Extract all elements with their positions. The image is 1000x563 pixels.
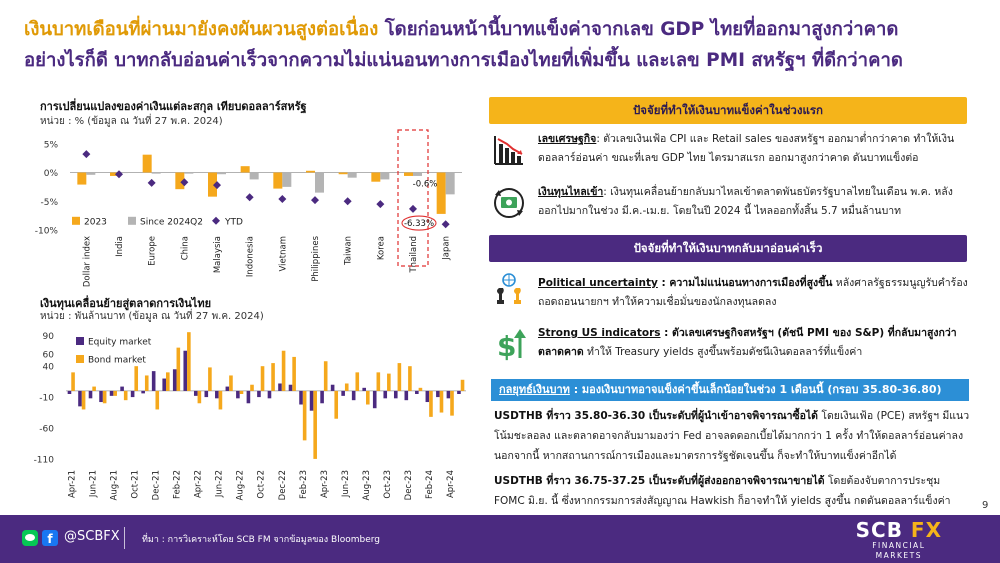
ytd-marker <box>82 150 90 158</box>
y-tick-label: -110 <box>33 455 54 466</box>
svg-text:$: $ <box>497 330 517 362</box>
x-tick-label: Feb-22 <box>172 470 183 499</box>
equity-bar <box>141 391 145 393</box>
legend-label-bond: Bond market <box>88 355 146 366</box>
equity-bar <box>173 369 177 391</box>
bond-bar <box>408 366 412 391</box>
bar-2023 <box>339 173 348 175</box>
bar-since-2024q2 <box>413 173 422 176</box>
bond-bar <box>166 372 170 391</box>
x-tick-label: Jun-21 <box>88 470 99 498</box>
category-label: Japan <box>441 236 452 260</box>
equity-bar <box>268 391 272 398</box>
equity-bar <box>236 391 240 398</box>
legend-label-since-2024q2: Since 2024Q2 <box>140 217 203 228</box>
category-label: Thailand <box>409 236 419 273</box>
ytd-marker <box>115 170 123 178</box>
y-tick-label: -5% <box>40 197 58 208</box>
legend-swatch-equity <box>76 337 84 345</box>
baht-strategy-bar: กลยุทธ์เงินบาท : มองเงินบาทอาจแข็งค่าขึ้นเล็กน้อยในช่วง 1 เดือนนี้ (กรอบ 35.80-36.80) <box>491 379 969 401</box>
equity-bar <box>383 391 387 398</box>
bar-2023 <box>404 173 413 176</box>
bar-since-2024q2 <box>184 173 193 174</box>
category-label: India <box>115 236 125 257</box>
equity-bar <box>415 391 419 394</box>
headline <box>24 14 984 76</box>
equity-bar <box>447 391 451 398</box>
chart1-title: การเปลี่ยนแปลงของค่าเงินแต่ละสกุล เทียบดอลลาร์สหรัฐ <box>40 100 307 113</box>
bar-since-2024q2 <box>282 173 291 187</box>
bond-bar <box>387 374 391 391</box>
x-tick-label: Apr-23 <box>319 470 330 499</box>
thailand-since-q2-label: -0.6% <box>412 179 438 190</box>
ytd-marker <box>246 193 254 201</box>
equity-bar <box>131 391 135 397</box>
legend-label-2023: 2023 <box>84 217 107 228</box>
equity-bar <box>247 391 251 403</box>
legend-swatch-ytd <box>212 217 220 225</box>
bond-bar <box>303 391 307 440</box>
bond-bar <box>113 391 117 396</box>
bar-2023 <box>241 166 250 172</box>
category-label: China <box>180 236 191 261</box>
category-label: Dollar index <box>82 236 93 288</box>
bar-2023 <box>306 171 315 173</box>
bond-bar <box>177 348 181 391</box>
bar-since-2024q2 <box>315 173 324 193</box>
equity-bar <box>183 351 187 391</box>
equity-bar <box>68 391 72 394</box>
equity-bar <box>194 391 198 396</box>
equity-bar <box>205 391 209 397</box>
chart2-unit: หน่วย : พันล้านบาท (ข้อมูล ณ วันที่ 27 พ.ค. 2024) <box>40 311 264 322</box>
chart1-unit: หน่วย : % (ข้อมูล ณ วันที่ 27 พ.ค. 2024) <box>40 116 223 127</box>
capital-inflow-icon <box>491 185 527 221</box>
capital-flow-chart <box>30 322 470 512</box>
category-label: Korea <box>376 236 387 261</box>
headline-line-2: อย่างไรก็ดี บาทกลับอ่อนค่าเร็วจากความไม่แน่นอนทางการเมืองไทยที่เพิ่มขึ้น และเลข PMI สหรัฐฯ ที่ดีกว่าคาด <box>24 50 903 71</box>
bond-bar <box>208 367 212 390</box>
bond-bar <box>461 380 465 391</box>
equity-bar <box>352 391 356 400</box>
bond-bar <box>366 391 370 405</box>
equity-bar <box>110 391 114 396</box>
facebook-icon[interactable]: f <box>42 530 58 546</box>
ytd-marker <box>442 220 450 228</box>
category-label: Vietnam <box>278 235 289 272</box>
fx-change-chart <box>30 128 470 290</box>
bond-bar <box>324 361 328 391</box>
bar-since-2024q2 <box>348 173 357 178</box>
scb-fx-logo: SCB FX FINANCIAL MARKETS <box>855 518 942 560</box>
bond-bar <box>71 372 75 391</box>
bar-2023 <box>273 173 282 189</box>
bar-since-2024q2 <box>380 173 389 180</box>
x-tick-label: Aug-22 <box>235 470 246 501</box>
equity-bar <box>426 391 430 402</box>
equity-bar <box>310 391 314 411</box>
equity-bar <box>373 391 377 408</box>
x-tick-label: Aug-21 <box>109 470 120 501</box>
appreciation-factors-header: ปัจจัยที่ทำให้เงินบาทแข็งค่าในช่วงแรก <box>489 97 967 124</box>
equity-bar <box>289 385 293 391</box>
bond-bar <box>134 366 138 391</box>
x-tick-label: Aug-23 <box>362 470 372 501</box>
y-tick-label: -10% <box>34 226 58 237</box>
category-label: Malaysia <box>213 236 223 274</box>
equity-bar <box>89 391 93 398</box>
bond-bar <box>250 385 254 391</box>
bar-2023 <box>371 173 380 182</box>
ytd-marker <box>148 179 156 187</box>
equity-bar <box>331 385 335 391</box>
x-tick-label: Feb-24 <box>425 470 436 499</box>
legend-swatch-since-2024q2 <box>128 217 136 225</box>
bond-bar <box>155 391 159 410</box>
x-tick-label: Dec-21 <box>151 470 162 501</box>
bar-since-2024q2 <box>250 173 259 180</box>
ytd-marker <box>344 197 352 205</box>
bond-bar <box>429 391 433 417</box>
equity-bar <box>436 391 440 397</box>
importer-strategy-paragraph: USDTHB ที่ราว 35.80-36.30 เป็นระดับที่ผู้นำเข้าอาจพิจารณาซื้อได้ โดยเงินเฟ้อ (PCE) สหรัฐฯ มีแนวโน้มชะลอลง และตลาดอาจกลับมามองว่า Fed อาจลดดอกเบี้ยได้มากกว่า 1 ครั้ง ทำให้ดอลลาร์อ่อนค่าลง นอกจากนี้ หากสถานการณ์การเมืองและมาตรการรัฐชัดเจนขึ้น ก็จะทำให้บาทแข็งค่าอีกได้ <box>494 410 970 462</box>
equity-bar <box>278 383 282 390</box>
exporter-strategy-paragraph: USDTHB ที่ราว 36.75-37.25 เป็นระดับที่ผู้ส่งออกอาจพิจารณาขายได้ โดยต้องจับตาการประชุม FOMC มิ.ย. นี้ ซึ่งหากกรรมการส่งสัญญาณ Hawkish ก็อาจทำให้ yields สูงขึ้น กดดันดอลลาร์แข็งค่า <box>494 475 951 507</box>
bond-bar <box>145 375 149 390</box>
bar-since-2024q2 <box>86 173 95 175</box>
y-tick-label: 5% <box>43 140 58 151</box>
bond-bar <box>103 391 107 403</box>
bond-bar <box>229 375 233 390</box>
ytd-marker <box>278 195 286 203</box>
bond-bar <box>419 388 423 391</box>
page-number: 9 <box>982 500 989 511</box>
bond-bar <box>313 391 317 459</box>
bond-bar <box>124 391 128 400</box>
equity-bar <box>341 391 345 396</box>
x-tick-label: Oct-21 <box>130 470 141 499</box>
ytd-marker <box>311 196 319 204</box>
bar-since-2024q2 <box>446 173 455 195</box>
equity-bar <box>215 391 219 398</box>
bar-2023 <box>437 173 446 214</box>
chart2-title: เงินทุนเคลื่อนย้ายสู่ตลาดการเงินไทย <box>40 297 212 310</box>
political-chess-icon <box>491 272 527 308</box>
bond-bar <box>282 351 286 391</box>
bond-bar <box>240 391 244 394</box>
y-tick-label: 60 <box>42 350 54 361</box>
equity-bar <box>405 391 409 400</box>
category-label: Europe <box>147 236 158 266</box>
x-tick-label: Dec-22 <box>277 470 288 501</box>
bond-bar <box>198 391 202 403</box>
line-app-icon[interactable] <box>22 530 38 546</box>
bond-bar <box>440 391 444 413</box>
x-tick-label: Apr-22 <box>193 470 204 499</box>
social-handle[interactable]: @SCBFX <box>64 529 120 544</box>
equity-bar <box>226 387 230 391</box>
bond-bar <box>345 383 349 390</box>
equity-bar <box>152 371 156 391</box>
bond-bar <box>377 372 381 391</box>
strong-us-indicators-item: Strong US indicators : ตัวเลขเศรษฐกิจสหรัฐฯ (ดัชนี PMI ของ S&P) ที่กลับมาสูงกว่าตลาดคาด ทำให้ Treasury yields สูงขึ้นพร้อมดัชนีเงินดอลลาร์ที่แข็งค่า <box>538 327 957 358</box>
bond-bar <box>82 391 86 410</box>
bar-since-2024q2 <box>217 173 226 175</box>
y-tick-label: -10 <box>39 393 54 404</box>
legend-swatch-bond <box>76 355 84 363</box>
bond-bar <box>92 387 96 391</box>
equity-bar <box>120 387 124 391</box>
bar-since-2024q2 <box>152 173 161 174</box>
strong-dollar-icon <box>494 326 530 362</box>
ytd-marker <box>409 205 417 213</box>
bond-bar <box>271 363 275 391</box>
bar-2023 <box>143 155 152 173</box>
legend-label-ytd: YTD <box>225 217 243 228</box>
bond-bar <box>219 391 223 410</box>
category-label: Philippines <box>311 236 321 282</box>
x-tick-label: Jun-23 <box>340 470 351 498</box>
ytd-marker <box>376 200 384 208</box>
equity-bar <box>457 391 461 394</box>
legend-label-equity: Equity market <box>88 337 152 348</box>
y-tick-label: 40 <box>42 362 54 373</box>
bond-bar <box>450 391 454 416</box>
economic-data-item: เลขเศรษฐกิจ: ตัวเลขเงินเฟ้อ CPI และ Retail sales ของสหรัฐฯ ออกมาต่ำกว่าคาด ทำให้เงินดอลลาร์อ่อนค่า ขณะที่เลข GDP ไทย ไตรมาสแรก ออกมาสูงกว่าคาด ดันบาทแข็งต่อ <box>538 133 955 164</box>
declining-chart-icon <box>491 132 527 168</box>
equity-bar <box>320 391 324 403</box>
headline-line-1: เงินบาทเดือนที่ผ่านมายังคงผันผวนสูงต่อเนื่อง โดยก่อนหน้านี้บาทแข็งค่าจากเลข GDP ไทยที่ออกมาสูงกว่าคาด <box>24 19 899 40</box>
thailand-ytd-label: -6.33% <box>403 219 435 230</box>
x-tick-label: Dec-23 <box>404 470 415 501</box>
bond-bar <box>398 363 402 391</box>
political-uncertainty-item: Political uncertainty : ความไม่แน่นอนทางการเมืองที่สูงขึ้น หลังศาลรัฐธรรมนูญรับคำร้องถอดถอนนายกฯ ทำให้ความเชื่อมั่นของนักลงทุนลดลง <box>538 277 968 308</box>
bond-bar <box>355 372 359 391</box>
x-tick-label: Feb-23 <box>298 470 309 499</box>
x-tick-label: Jun-22 <box>214 470 225 498</box>
equity-bar <box>394 391 398 398</box>
category-label: Taiwan <box>343 236 354 265</box>
y-tick-label: 0% <box>43 169 58 179</box>
equity-bar <box>362 388 366 391</box>
equity-bar <box>78 391 82 406</box>
y-tick-label: 90 <box>42 331 54 342</box>
capital-inflow-item: เงินทุนไหลเข้า: เงินทุนเคลื่อนย้ายกลับมาไหลเข้าตลาดพันธบัตรรัฐบาลไทยในเดือน พ.ค. หลังออกไปมากในช่วง มี.ค.-เม.ย. โดยในปี 2024 นี้ ไหลออกทั้งสิ้น 5.7 หมื่นล้านบาท <box>538 186 953 217</box>
bond-bar <box>187 332 191 391</box>
equity-bar <box>99 391 103 402</box>
category-label: Indonesia <box>245 236 256 278</box>
x-tick-label: Apr-24 <box>446 470 457 499</box>
bond-bar <box>334 391 338 419</box>
bar-2023 <box>77 173 86 185</box>
y-tick-label: -60 <box>39 424 54 435</box>
equity-bar <box>162 379 166 391</box>
equity-bar <box>257 391 261 397</box>
footer-divider <box>124 527 125 549</box>
equity-bar <box>299 391 303 405</box>
x-tick-label: Oct-23 <box>383 470 394 499</box>
source-note: ที่มา : การวิเคราะห์โดย SCB FM จากข้อมูลของ Bloomberg <box>142 535 381 545</box>
bond-bar <box>292 357 296 391</box>
footer <box>0 515 1000 563</box>
x-tick-label: Apr-21 <box>67 470 78 499</box>
depreciation-factors-header: ปัจจัยที่ทำให้เงินบาทกลับมาอ่อนค่าเร็ว <box>489 235 967 262</box>
bond-bar <box>261 366 265 391</box>
x-tick-label: Oct-22 <box>256 470 267 499</box>
legend-swatch-2023 <box>72 217 80 225</box>
